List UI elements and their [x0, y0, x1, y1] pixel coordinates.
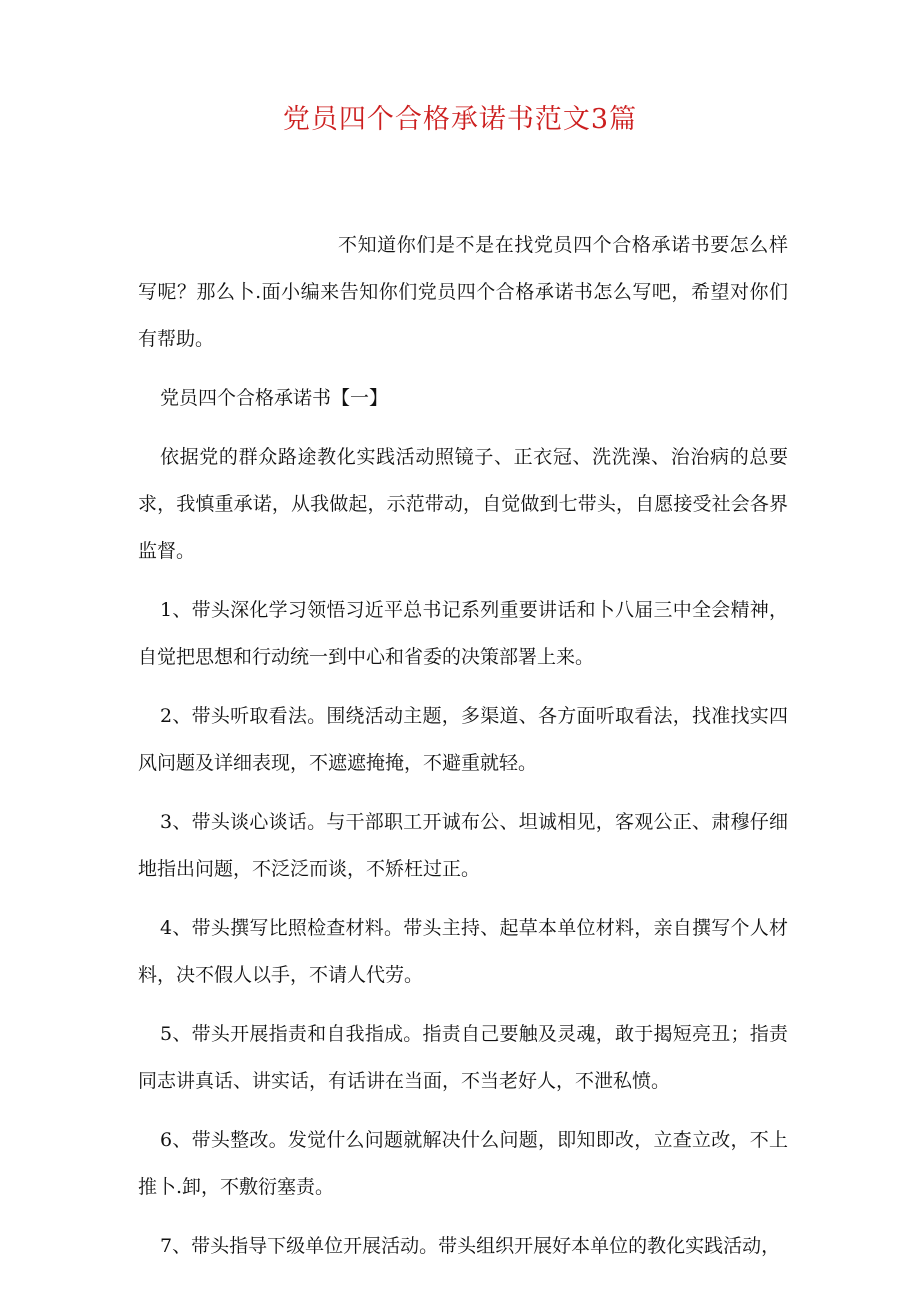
commitment-item-4: 4、带头撰写比照检查材料。带头主持、起草本单位材料，亲自撰写个人材料，决不假人以手，不请人代劳。: [138, 917, 788, 986]
section-heading: 党员四个合格承诺书【一】: [160, 387, 389, 409]
commitment-item-5: 5、带头开展指责和自我指成。指责自己要触及灵魂，敢于揭短亮丑；指责同志讲真话、讲实话，有话讲在当面，不当老好人，不泄私愤。: [138, 1023, 788, 1092]
commitment-item-2: 2、带头听取看法。围绕活动主题，多渠道、各方面听取看法，找准找实四风问题及详细表现，不遮遮掩掩，不避重就轻。: [138, 705, 788, 774]
lead-paragraph: 依据党的群众路途教化实践活动照镜子、正衣冠、洗洗澡、治治病的总要求，我慎重承诺，从我做起，示范带动，自觉做到七带头，自愿接受社会各界监督。: [138, 446, 788, 562]
document-body: [138, 222, 788, 1282]
commitment-item-3: 3、带头谈心谈话。与干部职工开诚布公、坦诚相见，客观公正、肃穆仔细地指出问题，不泛泛而谈，不矫枉过正。: [138, 811, 788, 880]
commitment-item-1: 1、带头深化学习领悟习近平总书记系列重要讲话和卜八届三中全会精神，自觉把思想和行动统一到中心和省委的决策部署上来。: [138, 599, 788, 668]
document-title: 党员四个合格承诺书范文3篇: [282, 104, 638, 135]
commitment-item-6: 6、带头整改。发觉什么问题就解决什么问题，即知即改，立查立改，不上推卜.卸，不敷衍塞责。: [138, 1129, 788, 1198]
intro-paragraph: 不知道你们是不是在找党员四个合格承诺书要怎么样写呢？那么卜.面小编来告知你们党员四个合格承诺书怎么写吧，希望对你们有帮助。: [138, 234, 788, 350]
commitment-item-7: 7、带头指导下级单位开展活动。带头组织开展好本单位的教化实践活动，: [160, 1235, 781, 1257]
